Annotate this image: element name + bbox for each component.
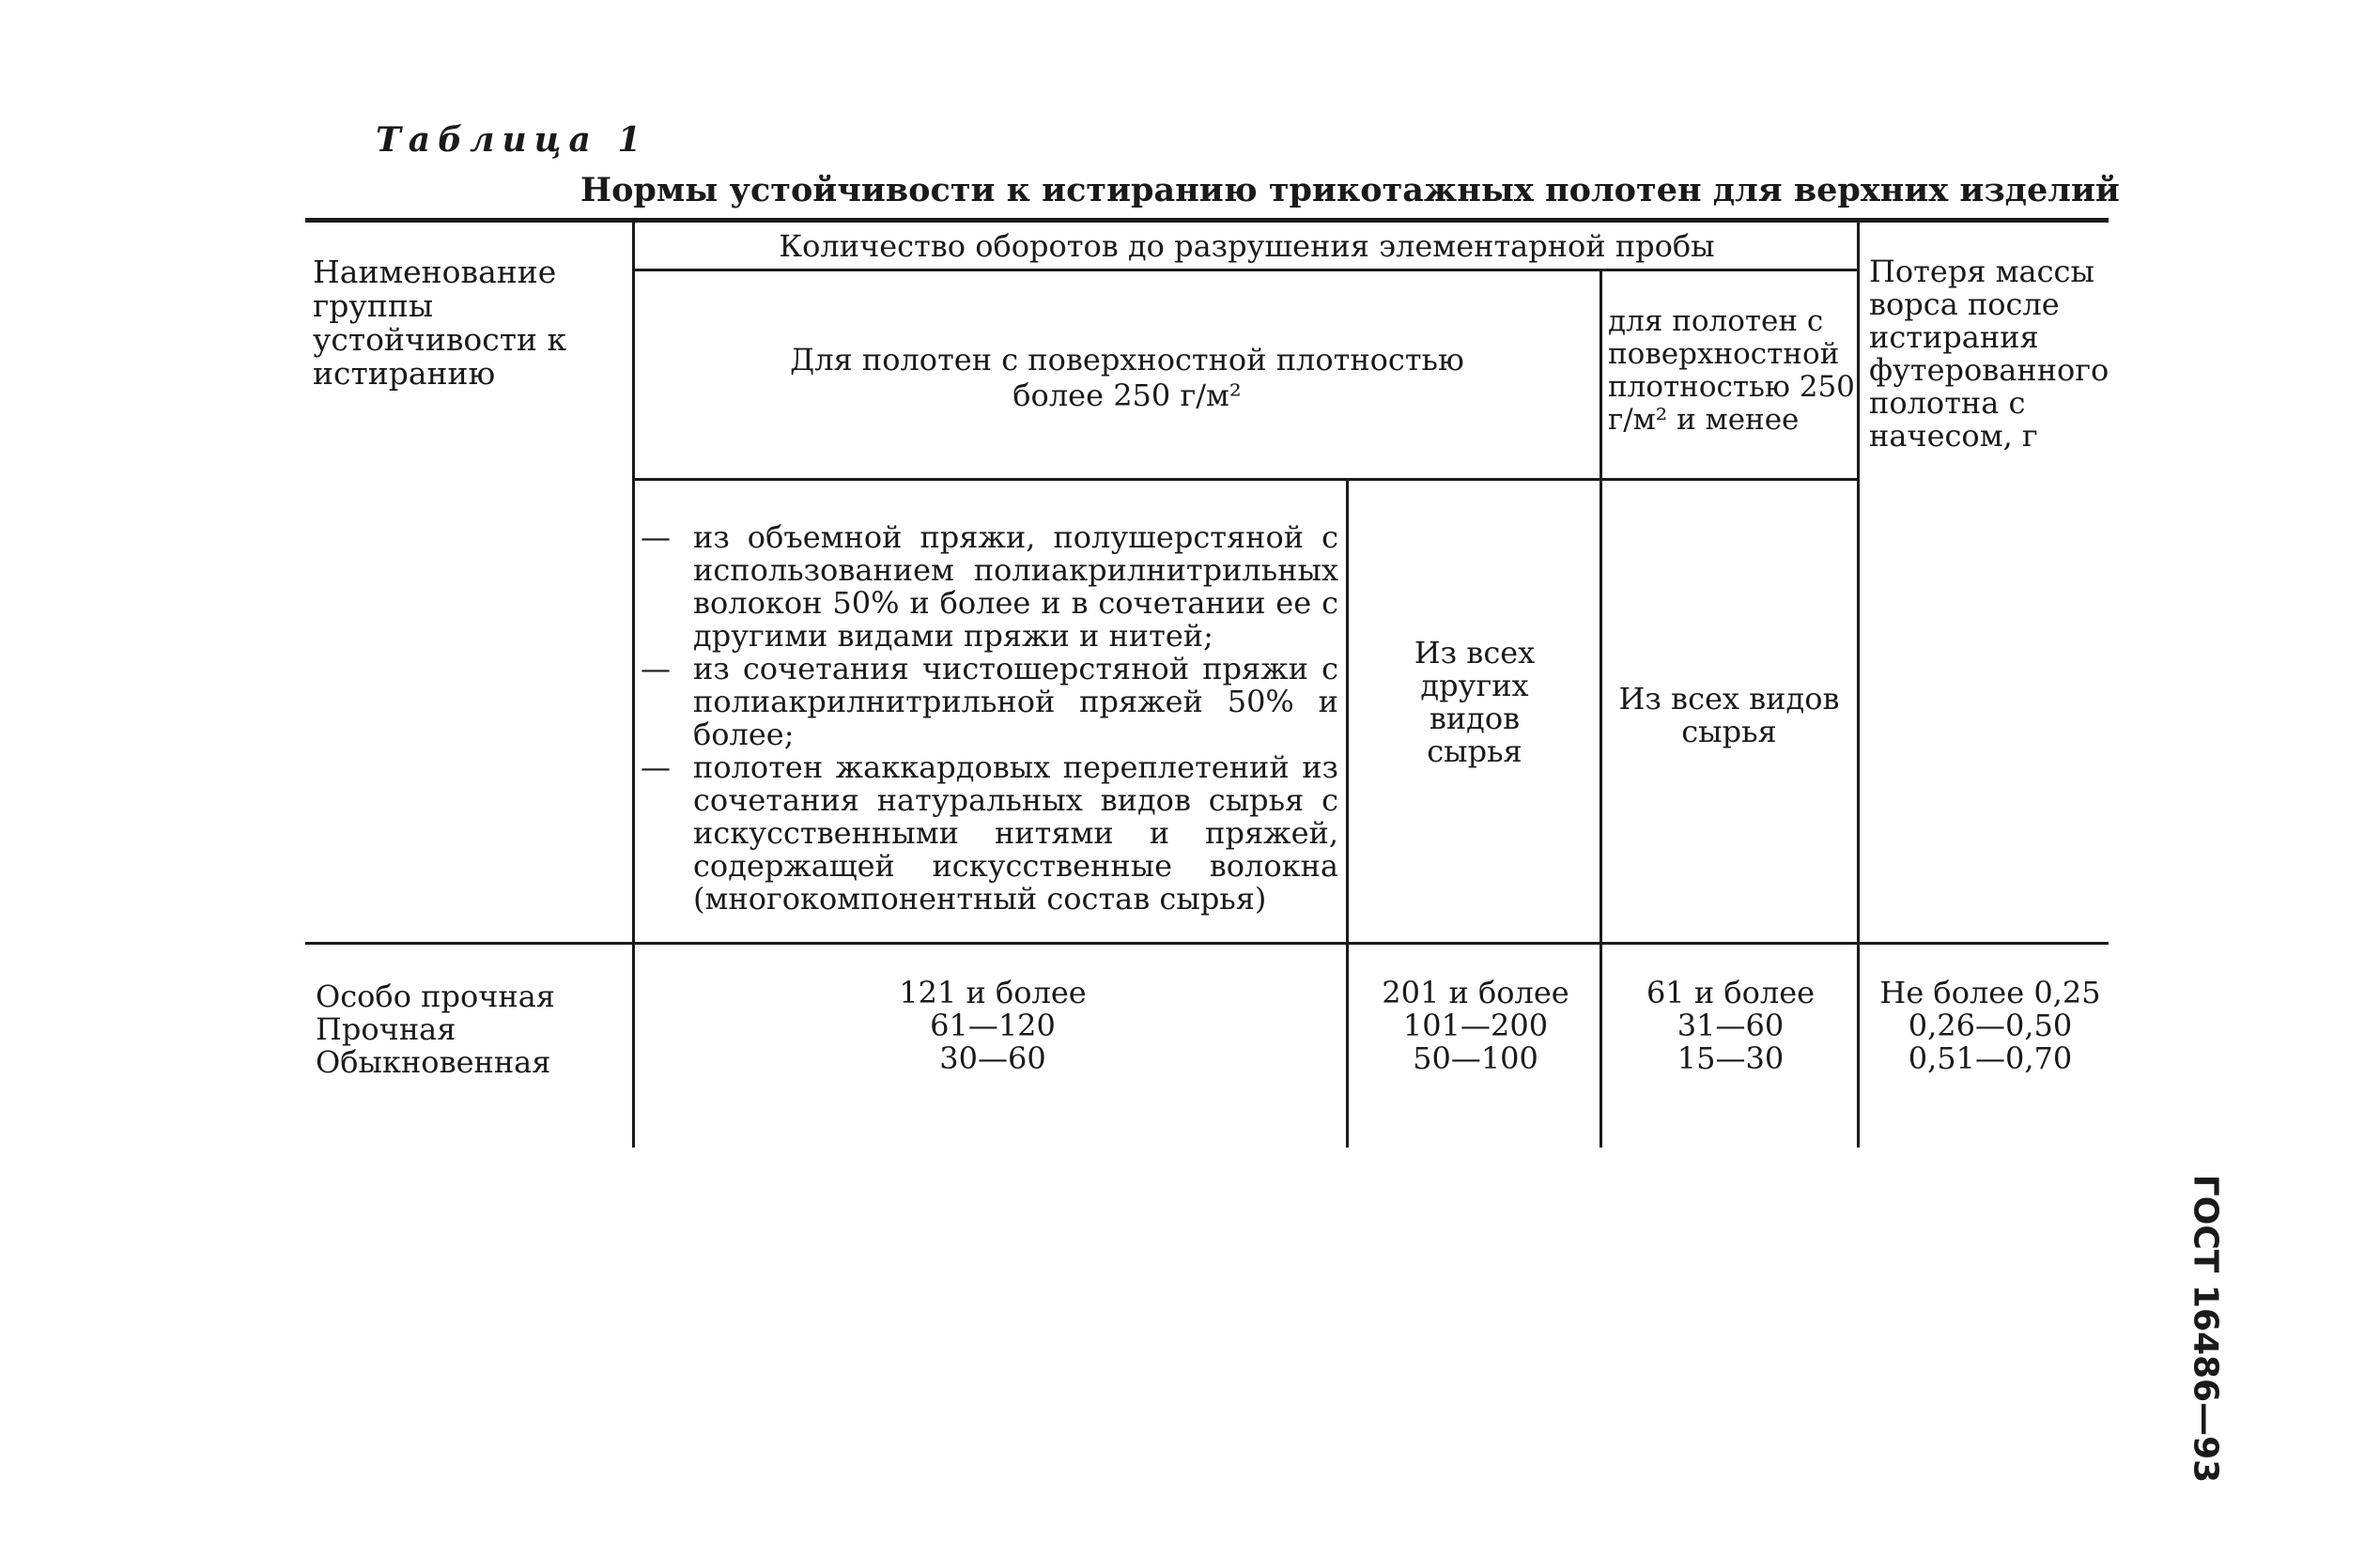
table-cell: 101—200 <box>1402 1008 1549 1043</box>
table-title: Нормы устойчивости к истиранию трикотажных полотен для верхних изделий <box>580 171 2120 209</box>
header-mass-loss: Потеря массы ворса после истирания футерованного полотна с начесом, г <box>1869 254 2110 454</box>
col1-values <box>641 977 1345 1075</box>
all-materials: Из всех видов сырья <box>1618 681 1840 749</box>
standard-side-label <box>2177 1174 2233 1484</box>
table-cell: 30—60 <box>939 1040 1046 1076</box>
materials-list <box>641 521 1338 916</box>
density-rule <box>634 478 1857 481</box>
col3-values <box>1606 977 1855 1075</box>
header-density-over: Для полотен с поверхностной плотностью более 250 г/м² <box>790 342 1464 413</box>
revolutions-rule <box>634 269 1857 271</box>
header-group: Наименование группы устойчивости к истиранию <box>313 254 567 392</box>
standard-number: ГОСТ 16486—93 <box>2186 1174 2225 1484</box>
group-column <box>316 980 626 1079</box>
table-cell: 0,51—0,70 <box>1908 1040 2073 1076</box>
table-cell: 31—60 <box>1677 1008 1785 1043</box>
header-density-under: для полотен с поверхностной плотностью 250 г/м² и менее <box>1608 304 1855 437</box>
material-item: — полотен жаккардовых переплетений из сочетания натуральных видов сырья с искусственными нитями и пряжей, содержащей искусственные волокна (многокомпонентный состав сырья) <box>641 751 1338 916</box>
material-item: — из сочетания чистошерстяной пряжи с полиакрилнитрильной пряжей 50% и более; <box>641 653 1338 751</box>
table-top-rule <box>305 218 2109 223</box>
table-cell: 50—100 <box>1413 1040 1538 1076</box>
material-item: — из объемной пряжи, полушерстяной с использованием полиакрилнитрильных волокон 50% и более и в сочетании ее с другими видами пряжи и нитей; <box>641 521 1338 653</box>
table-cell: 61—120 <box>930 1008 1056 1043</box>
table-cell: 0,26—0,50 <box>1908 1008 2073 1043</box>
col-divider-1 <box>632 218 635 1148</box>
table-cell: 121 и более <box>899 975 1087 1010</box>
table-row: Обыкновенная <box>316 1044 551 1080</box>
table-row: Прочная <box>316 1011 456 1047</box>
header-bottom-rule <box>305 942 2109 945</box>
other-materials: Из всех других видов сырья <box>1414 635 1536 769</box>
table-cell: 15—30 <box>1677 1040 1785 1076</box>
col4-values <box>1863 977 2117 1075</box>
table-label: Таблица 1 <box>376 120 649 160</box>
col2-values <box>1352 977 1599 1075</box>
col-divider-3 <box>1600 271 1602 1148</box>
table-cell: Не более 0,25 <box>1879 975 2101 1010</box>
table-cell: 61 и более <box>1646 975 1816 1010</box>
header-revolutions: Количество оборотов до разрушения элементарной пробы <box>779 228 1715 264</box>
col-divider-2 <box>1346 481 1349 1148</box>
table-cell: 201 и более <box>1382 975 1569 1010</box>
table-row: Особо прочная <box>316 979 555 1014</box>
col-divider-4 <box>1857 218 1860 1148</box>
